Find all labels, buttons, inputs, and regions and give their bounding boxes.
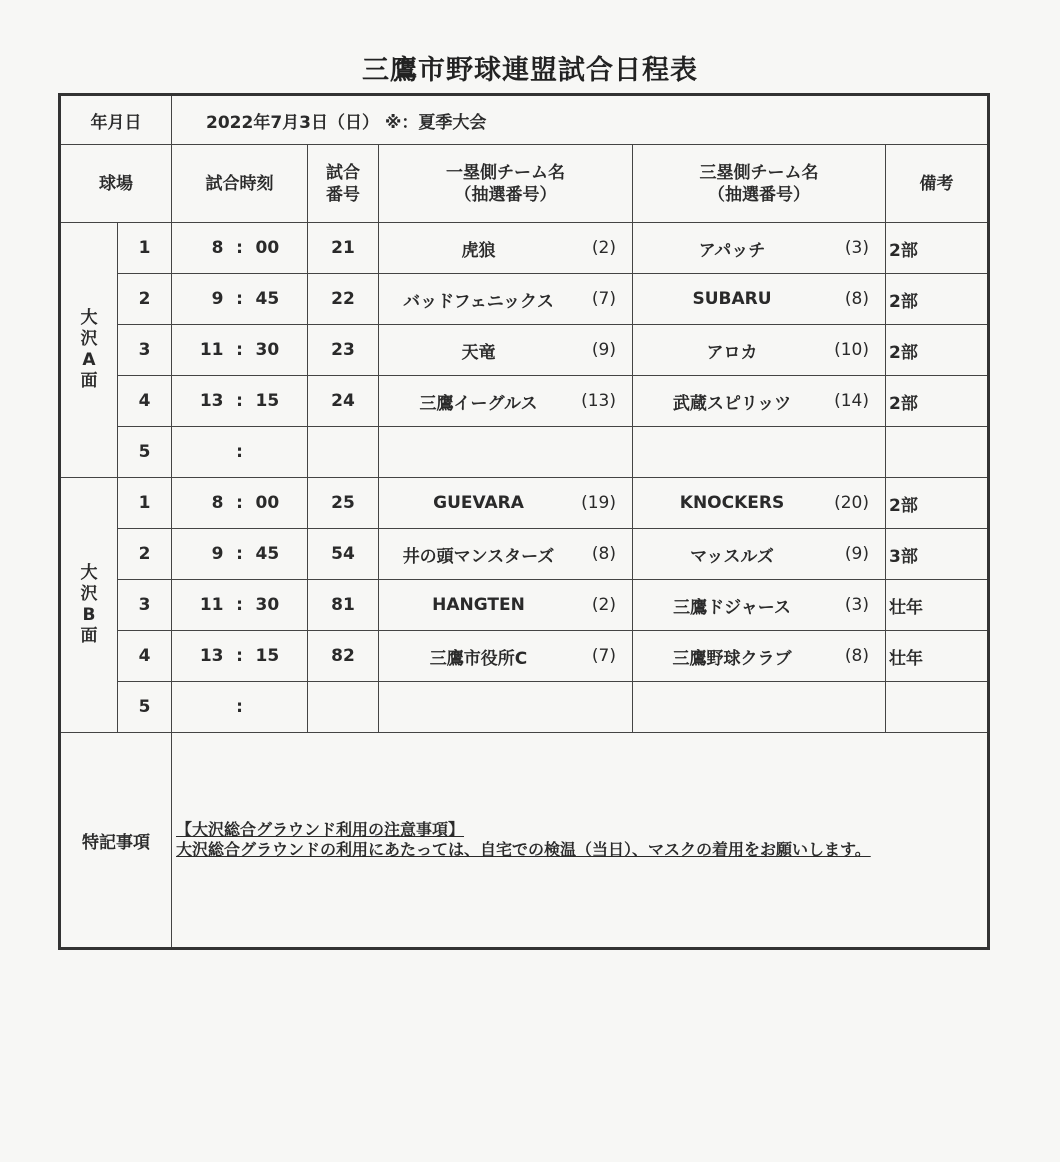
venue-name-char: A [82, 350, 96, 370]
header-first-line1: 一塁側チーム名 [446, 162, 565, 183]
match-number: 54 [308, 529, 379, 580]
team-name: 三鷹ドジャース [673, 597, 791, 618]
first-base-team [379, 580, 633, 631]
time-minute: 45 [255, 289, 280, 309]
time-colon: : [236, 646, 243, 666]
division-note: 2部 [886, 274, 989, 325]
third-base-team [633, 223, 886, 274]
time-hour: 11 [199, 340, 224, 360]
draw-number: (9) [844, 544, 869, 564]
third-base-team [633, 376, 886, 427]
header-venue: 球場 [60, 145, 172, 223]
first-base-team [379, 325, 633, 376]
table-row [60, 478, 989, 529]
header-first-line2: （抽選番号） [454, 184, 557, 205]
time-minute: 00 [255, 238, 280, 258]
date-value: 2022年7月3日（日） ※：夏季大会 [172, 95, 989, 145]
time-minute [256, 697, 296, 717]
draw-number: (2) [591, 595, 616, 615]
team-name: バッドフェニックス [403, 291, 554, 312]
venue-name [60, 478, 118, 733]
draw-number: (3) [844, 238, 869, 258]
third-base-team [633, 529, 886, 580]
header-third-line1: 三塁側チーム名 [699, 162, 819, 183]
venue-name-char: 面 [80, 371, 98, 391]
match-number: 82 [308, 631, 379, 682]
row-index: 1 [118, 478, 172, 529]
third-base-team [633, 580, 886, 631]
time-colon: : [236, 340, 243, 360]
division-note: 2部 [886, 376, 989, 427]
division-note: 2部 [886, 223, 989, 274]
draw-number: (14) [834, 391, 869, 411]
first-base-team [379, 427, 633, 478]
table-row [60, 529, 989, 580]
time-colon: : [236, 442, 243, 462]
match-time [172, 529, 308, 580]
venue-name-char: 面 [80, 626, 98, 646]
time-hour: 9 [211, 289, 224, 309]
draw-number: (8) [844, 646, 869, 666]
header-third-line2: （抽選番号） [708, 184, 810, 205]
team-name: マッスルズ [690, 546, 774, 567]
header-match-no-line1: 試合 [326, 162, 360, 183]
division-note: 2部 [886, 325, 989, 376]
time-colon: : [236, 493, 243, 513]
third-base-team [633, 274, 886, 325]
time-minute [256, 442, 296, 462]
team-name: 虎狼 [461, 240, 496, 261]
row-index: 3 [118, 580, 172, 631]
row-index: 2 [118, 529, 172, 580]
match-number: 22 [308, 274, 379, 325]
time-hour: 11 [199, 595, 224, 615]
team-name: 三鷹市役所C [429, 648, 528, 669]
time-minute: 00 [255, 493, 280, 513]
match-time [172, 376, 308, 427]
draw-number: (7) [591, 646, 616, 666]
row-index: 2 [118, 274, 172, 325]
draw-number: (20) [834, 493, 869, 513]
draw-number: (3) [844, 595, 869, 615]
match-number: 25 [308, 478, 379, 529]
venue-name-char: 沢 [80, 584, 98, 604]
match-number [308, 682, 379, 733]
team-name: HANGTEN [432, 595, 525, 615]
match-time [172, 223, 308, 274]
table-row [60, 580, 989, 631]
row-index: 1 [118, 223, 172, 274]
time-colon: : [236, 595, 243, 615]
draw-number: (8) [844, 289, 869, 309]
division-note: 2部 [886, 478, 989, 529]
match-number: 81 [308, 580, 379, 631]
venue-name-char: 大 [80, 563, 98, 583]
team-name: 三鷹イーグルス [419, 393, 538, 414]
team-name: GUEVARA [433, 493, 524, 513]
remarks-line-1: 【大沢総合グラウンド利用の注意事項】 [176, 820, 465, 839]
match-time [172, 478, 308, 529]
division-note: 3部 [886, 529, 989, 580]
draw-number: (13) [581, 391, 616, 411]
match-number [308, 427, 379, 478]
time-colon: : [236, 289, 243, 309]
time-hour [184, 442, 224, 462]
venue-name [60, 223, 118, 478]
team-name: 三鷹野球クラブ [672, 648, 792, 669]
time-minute: 30 [255, 595, 280, 615]
table-row [60, 427, 989, 478]
remarks-line-2: 大沢総合グラウンドの利用にあたっては、自宅での検温（当日）、マスクの着用をお願いします。 [176, 840, 871, 859]
header-time: 試合時刻 [172, 145, 308, 223]
third-base-team [633, 682, 886, 733]
time-hour: 9 [211, 544, 224, 564]
first-base-team [379, 274, 633, 325]
first-base-team [379, 478, 633, 529]
match-time [172, 580, 308, 631]
match-number: 24 [308, 376, 379, 427]
match-number: 21 [308, 223, 379, 274]
team-name: アロカ [706, 342, 758, 363]
team-name: SUBARU [692, 289, 772, 309]
division-note: 壮年 [886, 580, 989, 631]
team-name: 井の頭マンスターズ [402, 546, 555, 567]
first-base-team [379, 529, 633, 580]
table-row [60, 631, 989, 682]
table-row [60, 223, 989, 274]
time-hour: 8 [211, 493, 224, 513]
time-hour: 8 [211, 238, 224, 258]
time-colon: : [236, 544, 243, 564]
time-colon: : [236, 238, 243, 258]
row-index: 4 [118, 376, 172, 427]
draw-number: (7) [591, 289, 616, 309]
date-label: 年月日 [60, 95, 172, 145]
remarks-content [172, 733, 989, 949]
team-name: KNOCKERS [679, 493, 785, 513]
venue-name-char: 大 [80, 308, 98, 328]
division-note [886, 682, 989, 733]
division-note: 壮年 [886, 631, 989, 682]
draw-number: (8) [591, 544, 616, 564]
division-note [886, 427, 989, 478]
table-row [60, 376, 989, 427]
schedule-table [58, 93, 990, 950]
time-hour: 13 [199, 646, 224, 666]
row-index: 5 [118, 427, 172, 478]
time-colon: : [236, 697, 243, 717]
time-minute: 15 [255, 646, 280, 666]
first-base-team [379, 223, 633, 274]
draw-number: (2) [591, 238, 616, 258]
match-time [172, 274, 308, 325]
draw-number: (10) [834, 340, 869, 360]
venue-name-char: B [82, 605, 96, 625]
row-index: 4 [118, 631, 172, 682]
team-name: アパッチ [698, 240, 766, 261]
third-base-team [633, 631, 886, 682]
venue-name-char: 沢 [80, 329, 98, 349]
first-base-team [379, 631, 633, 682]
first-base-team [379, 682, 633, 733]
match-time [172, 682, 308, 733]
match-time [172, 631, 308, 682]
header-first-base [379, 145, 633, 223]
third-base-team [633, 427, 886, 478]
time-hour [184, 697, 224, 717]
third-base-team [633, 325, 886, 376]
header-match-no [308, 145, 379, 223]
remarks-label: 特記事項 [60, 733, 172, 949]
third-base-team [633, 478, 886, 529]
header-notes: 備考 [886, 145, 989, 223]
time-minute: 15 [255, 391, 280, 411]
draw-number: (9) [591, 340, 616, 360]
row-index: 3 [118, 325, 172, 376]
draw-number: (19) [581, 493, 616, 513]
header-third-base [633, 145, 886, 223]
time-hour: 13 [199, 391, 224, 411]
page-title: 三鷹市野球連盟試合日程表 [362, 55, 698, 86]
table-row [60, 274, 989, 325]
header-match-no-line2: 番号 [326, 184, 360, 205]
team-name: 天竜 [461, 342, 496, 363]
row-index: 5 [118, 682, 172, 733]
match-number: 23 [308, 325, 379, 376]
time-minute: 30 [255, 340, 280, 360]
match-time [172, 325, 308, 376]
team-name: 武蔵スピリッツ [672, 393, 792, 414]
first-base-team [379, 376, 633, 427]
table-row [60, 682, 989, 733]
match-time [172, 427, 308, 478]
time-colon: : [236, 391, 243, 411]
time-minute: 45 [255, 544, 280, 564]
table-row [60, 325, 989, 376]
